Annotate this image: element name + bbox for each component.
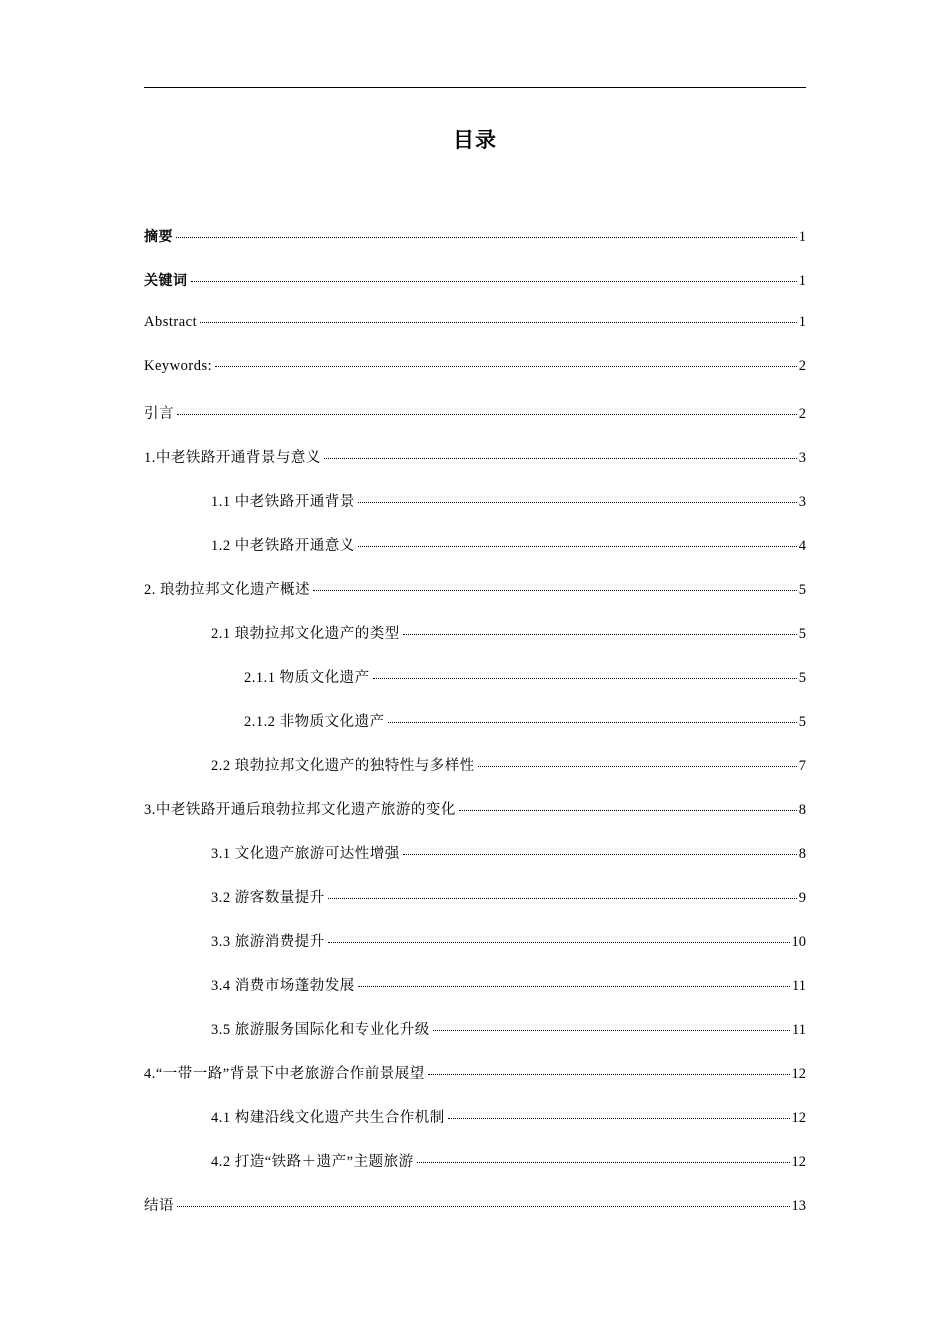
toc-page-number: 5 [798,714,806,730]
toc-entry[interactable] [144,270,806,314]
toc-page-number: 10 [791,934,806,950]
toc-dot-leader [478,766,797,767]
toc-dot-leader [358,986,790,987]
toc-entry-label: 2.1 琅勃拉邦文化遗产的类型 [211,626,400,642]
toc-dot-leader [313,590,797,591]
toc-entry-label: Abstract [144,314,198,330]
toc-dot-leader [324,458,797,459]
toc-page-number: 5 [798,626,806,642]
toc-dot-leader [417,1162,790,1163]
toc-entry-label: 3.1 文化遗产旅游可达性增强 [211,846,400,862]
toc-entry-label: 2.1.1 物质文化遗产 [244,670,370,686]
toc-entry-label: 3.中老铁路开通后琅勃拉邦文化遗产旅游的变化 [144,802,456,818]
toc-entry[interactable] [144,578,806,622]
toc-page-number: 2 [798,358,806,374]
toc-entry[interactable] [144,930,806,974]
toc-entry-label: 4.2 打造“铁路＋遗产”主题旅游 [211,1154,414,1170]
toc-entry[interactable] [144,1150,806,1194]
toc-dot-leader [448,1118,790,1119]
toc-entry-label: 1.1 中老铁路开通背景 [211,494,355,510]
toc-entry-label: 2.1.2 非物质文化遗产 [244,714,385,730]
toc-page-number: 11 [792,1022,806,1038]
toc-entry[interactable] [144,1194,806,1238]
toc-page-number: 12 [791,1110,806,1126]
toc-dot-leader [177,414,797,415]
toc-entry-label: 1.2 中老铁路开通意义 [211,538,355,554]
toc-dot-leader [176,237,797,238]
toc-dot-leader [403,634,797,635]
toc-entry-label: 关键词 [144,273,188,289]
toc-entry[interactable] [144,842,806,886]
toc-entry-label: Keywords: [144,358,213,374]
toc-page-number: 13 [791,1198,806,1214]
toc-dot-leader [191,281,797,282]
toc-entry[interactable] [144,710,806,754]
toc-page-number: 3 [798,494,806,510]
toc-entry[interactable] [144,226,806,270]
toc-entry-label: 4.“一带一路”背景下中老旅游合作前景展望 [144,1066,425,1082]
toc-entry[interactable] [144,666,806,710]
toc-entry-label: 结语 [144,1198,174,1214]
toc-entry-label: 摘要 [144,229,173,245]
toc-dot-leader [388,722,797,723]
toc-entry-label: 3.3 旅游消费提升 [211,934,325,950]
toc-page-number: 5 [798,582,806,598]
table-of-contents [144,226,806,1238]
toc-dot-leader [373,678,797,679]
toc-dot-leader [358,546,797,547]
toc-dot-leader [358,502,797,503]
toc-page-number: 1 [798,229,806,245]
toc-entry[interactable] [144,1018,806,1062]
toc-entry[interactable] [144,622,806,666]
toc-entry-label: 引言 [144,406,174,422]
toc-entry[interactable] [144,446,806,490]
header-rule [144,87,806,88]
toc-page-number: 3 [798,450,806,466]
toc-dot-leader [328,898,797,899]
toc-entry-label: 3.2 游客数量提升 [211,890,325,906]
toc-page-number: 1 [798,273,806,289]
toc-page-number: 11 [792,978,806,994]
toc-page-number: 8 [798,846,806,862]
toc-dot-leader [177,1206,790,1207]
toc-page-number: 4 [798,538,806,554]
toc-entry[interactable] [144,798,806,842]
toc-entry-label: 3.4 消费市场蓬勃发展 [211,978,355,994]
toc-entry[interactable] [144,754,806,798]
toc-entry-label: 4.1 构建沿线文化遗产共生合作机制 [211,1110,445,1126]
toc-entry-label: 2. 琅勃拉邦文化遗产概述 [144,582,310,598]
toc-page-number: 1 [798,314,806,330]
toc-page-number: 9 [798,890,806,906]
toc-entry[interactable] [144,974,806,1018]
toc-entry[interactable] [144,314,806,358]
toc-page-number: 7 [798,758,806,774]
toc-title: 目录 [453,128,497,152]
toc-dot-leader [328,942,790,943]
toc-page-number: 12 [791,1154,806,1170]
toc-entry[interactable] [144,402,806,446]
toc-entry-label: 2.2 琅勃拉邦文化遗产的独特性与多样性 [211,758,475,774]
toc-dot-leader [433,1030,790,1031]
toc-dot-leader [200,322,797,323]
toc-entry[interactable] [144,358,806,402]
toc-entry[interactable] [144,1106,806,1150]
toc-entry[interactable] [144,886,806,930]
toc-entry[interactable] [144,1062,806,1106]
toc-dot-leader [428,1074,790,1075]
toc-page-number: 12 [791,1066,806,1082]
toc-dot-leader [459,810,797,811]
toc-entry-label: 3.5 旅游服务国际化和专业化升级 [211,1022,430,1038]
toc-page-number: 5 [798,670,806,686]
toc-entry[interactable] [144,490,806,534]
toc-entry[interactable] [144,534,806,578]
toc-page-number: 8 [798,802,806,818]
toc-dot-leader [403,854,797,855]
toc-entry-label: 1.中老铁路开通背景与意义 [144,450,321,466]
toc-page-number: 2 [798,406,806,422]
toc-dot-leader [215,366,797,367]
